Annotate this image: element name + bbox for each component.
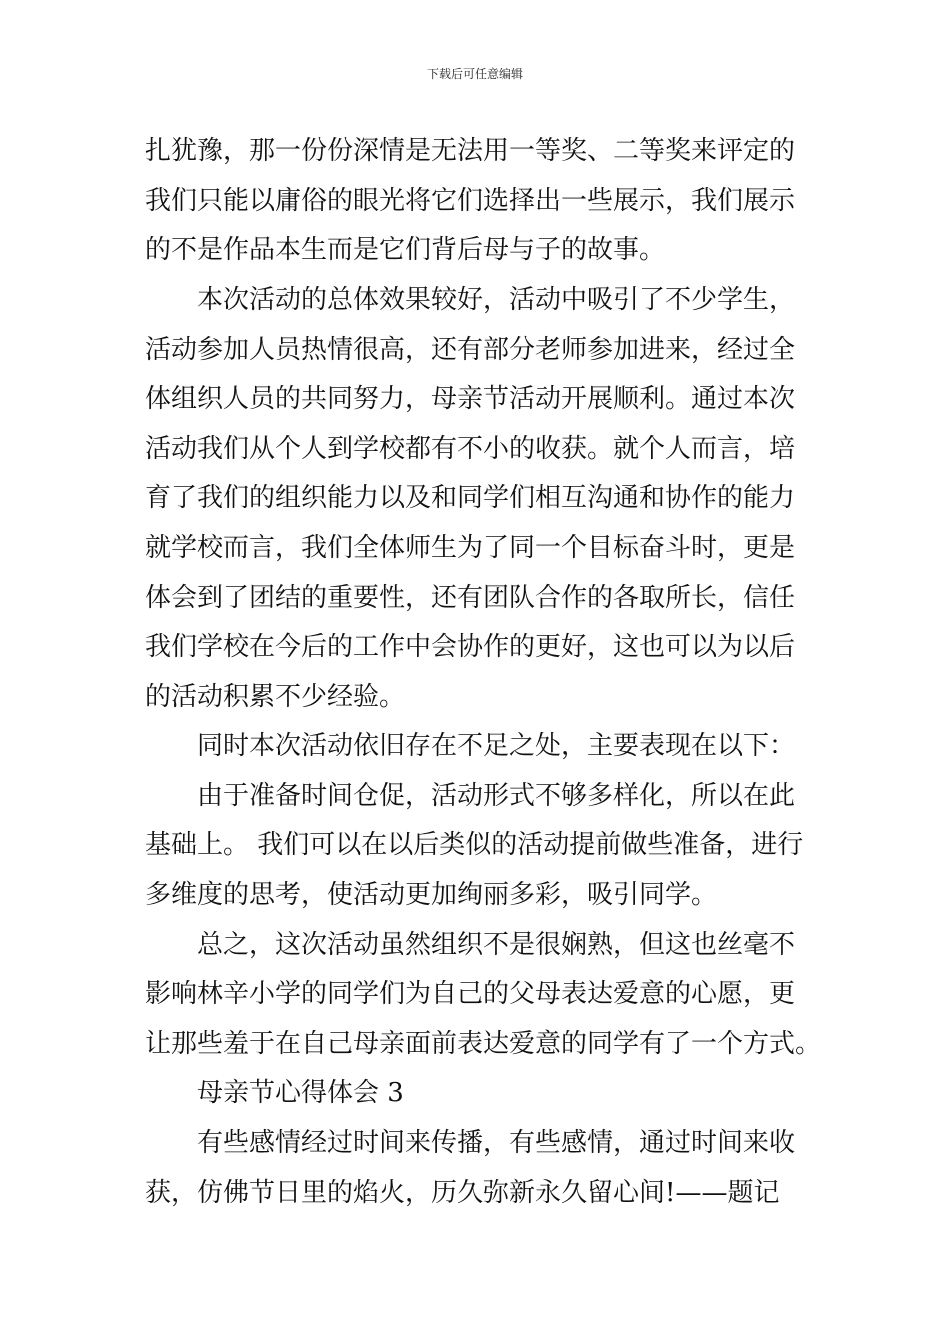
text-line: 让那些羞于在自己母亲面前表达爱意的同学有了一个方式。: [145, 1029, 822, 1059]
text-line: 就学校而言，我们全体师生为了同一个目标奋斗时，更是: [145, 533, 796, 563]
text-line: 活动我们从个人到学校都有不小的收获。就个人而言，培: [145, 434, 796, 464]
text-line: 影响林辛小学的同学们为自己的父母表达爱意的心愿，更: [145, 979, 796, 1009]
paragraph-first-line: 由于准备时间仓促，活动形式不够多样化，所以在此: [197, 781, 796, 811]
text-line: 体组织人员的共同努力，母亲节活动开展顺利。通过本次: [145, 384, 796, 414]
text-line: 体会到了团结的重要性，还有团队合作的各取所长，信任: [145, 583, 796, 613]
text-line: 基础上。 我们可以在以后类似的活动提前做些准备，进行: [145, 830, 804, 860]
text-line: 育了我们的组织能力以及和同学们相互沟通和协作的能力: [145, 483, 796, 513]
text-line: 我们只能以庸俗的眼光将它们选择出一些展示，我们展示: [145, 186, 796, 216]
paragraph-first-line: 本次活动的总体效果较好，活动中吸引了不少学生，: [197, 285, 796, 315]
text-line: 多维度的思考，使活动更加绚丽多彩，吸引同学。: [145, 880, 718, 910]
text-line: 的不是作品本生而是它们背后母与子的故事。: [145, 235, 666, 265]
text-line: 的活动积累不少经验。: [145, 682, 406, 712]
paragraph-first-line: 总之，这次活动虽然组织不是很娴熟，但这也丝毫不: [197, 930, 796, 960]
text-line: 我们学校在今后的工作中会协作的更好，这也可以为以后: [145, 632, 796, 662]
text-line: 获，仿佛节日里的焰火，历久弥新永久留心间!——题记: [145, 1178, 780, 1208]
paragraph-first-line: 有些感情经过时间来传播，有些感情，通过时间来收: [197, 1128, 796, 1158]
text-line: 扎犹豫，那一份份深情是无法用一等奖、二等奖来评定的: [145, 136, 796, 166]
page-header: 下载后可任意编辑: [426, 67, 523, 81]
text-line: 活动参加人员热情很高，还有部分老师参加进来，经过全: [145, 335, 796, 365]
paragraph-first-line: 同时本次活动依旧存在不足之处，主要表现在以下：: [197, 731, 796, 761]
section-heading: 母亲节心得体会 3: [197, 1078, 404, 1108]
